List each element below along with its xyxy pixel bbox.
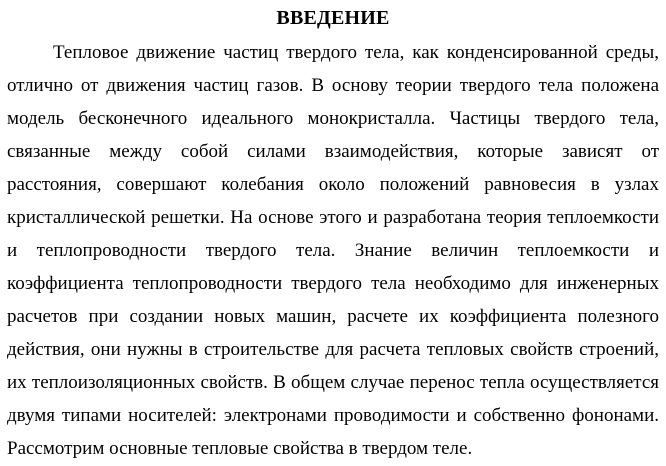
paragraph-line: кристаллической решетки. На основе этого и разработана теория теплоемкости <box>7 207 659 228</box>
paragraph-line: и теплопроводности твердого тела. Знание величин теплоемкости и <box>7 240 659 261</box>
paragraph-line: связанные между собой силами взаимодействия, которые зависят от <box>7 141 659 162</box>
paragraph-line: их теплоизоляционных свойств. В общем случае перенос тепла осуществляется <box>7 372 659 393</box>
paragraph-line: расчетов при создании новых машин, расчете их коэффициента полезного <box>7 306 659 327</box>
paragraph-line: двумя типами носителей: электронами проводимости и собственно фононами. <box>7 405 659 426</box>
paragraph-line: Тепловое движение частиц твердого тела, как конденсированной среды, <box>53 42 659 63</box>
paragraph-line: Рассмотрим основные тепловые свойства в твердом теле. <box>7 438 473 459</box>
document-heading: ВВЕДЕНИЕ <box>276 7 390 29</box>
introduction-paragraph <box>7 36 659 465</box>
paragraph-line: отлично от движения частиц газов. В основу теории твердого тела положена <box>7 75 659 96</box>
paragraph-line: коэффициента теплопроводности твердого тела необходимо для инженерных <box>7 273 659 294</box>
paragraph-line: модель бесконечного идеального монокристалла. Частицы твердого тела, <box>7 108 659 129</box>
paragraph-line: расстояния, совершают колебания около положений равновесия в узлах <box>7 174 659 195</box>
paragraph-line: действия, они нужны в строительстве для расчета тепловых свойств строений, <box>7 339 659 360</box>
